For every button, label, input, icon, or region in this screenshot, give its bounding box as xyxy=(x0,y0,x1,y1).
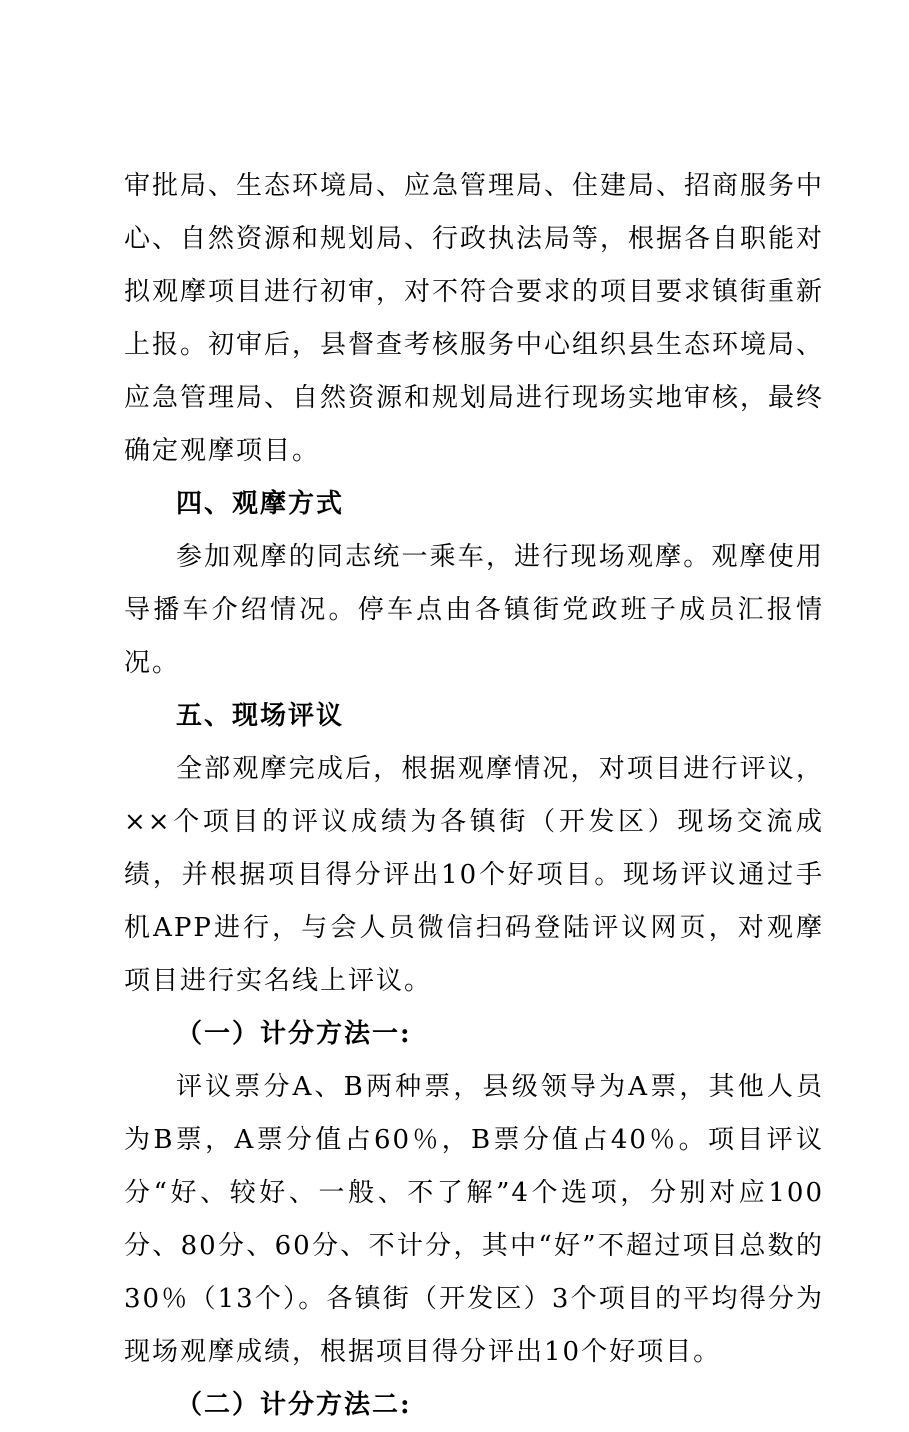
subheading-scoring-method-two: （二）计分方法二: xyxy=(176,1390,412,1420)
section-heading-onsite-evaluation: 五、现场评议 xyxy=(176,701,345,731)
subheading-scoring-method-one: （一）计分方法一: xyxy=(176,1019,412,1049)
paragraph-review-process: 审批局、生态环境局、应急管理局、住建局、招商服务中心、自然资源和规划局、行政执法局等，根据各自职能对拟观摩项目进行初审，对不符合要求的项目要求镇街重新上报。初审后，县督查考核服务中心组织县生态环境局、应急管理局、自然资源和规划局进行现场实地审核，最终确定观摩项目。 xyxy=(124,171,825,466)
section-heading-observation-method: 四、观摩方式 xyxy=(176,489,345,519)
paragraph-onsite-evaluation: 全部观摩完成后，根据观摩情况，对项目进行评议，××个项目的评议成绩为各镇街（开发区）现场交流成绩，并根据项目得分评出10个好项目。现场评议通过手机APP进行，与会人员微信扫码登陆评议网页，对观摩项目进行实名线上评议。 xyxy=(124,754,824,996)
paragraph-scoring-method-one: 评议票分A、B两种票，县级领导为A票，其他人员为B票，A票分值占60％，B票分值占40％。项目评议分“好、较好、一般、不了解”4个选项，分别对应100分、80分、60分、不计分，其中“好”不超过项目总数的30％（13个）。各镇街（开发区）3个项目的平均得分为现场观摩成绩，根据项目得分评出10个好项目。 xyxy=(124,1072,824,1367)
paragraph-observation-method: 参加观摩的同志统一乘车，进行现场观摩。观摩使用导播车介绍情况。停车点由各镇街党政班子成员汇报情况。 xyxy=(124,542,824,678)
document-body xyxy=(124,160,824,1432)
